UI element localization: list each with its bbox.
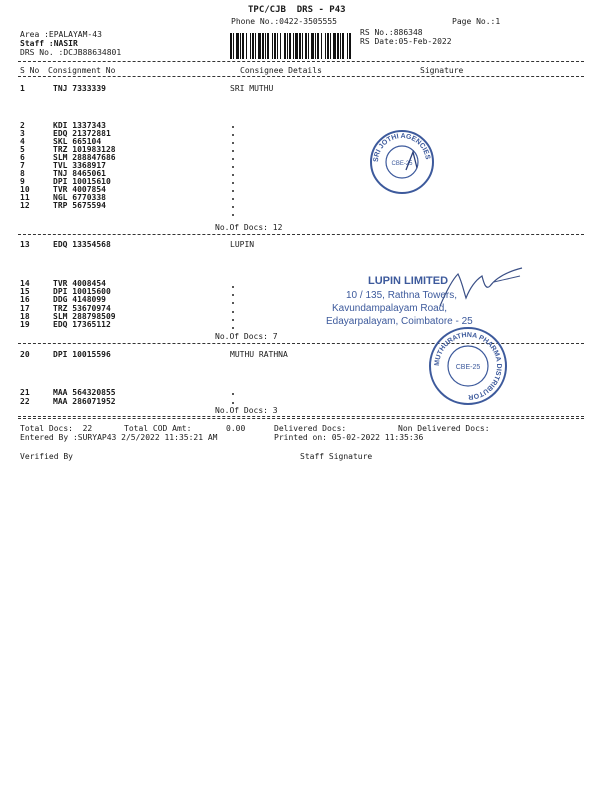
- row-sno: 6: [20, 153, 25, 162]
- row-consignment: MAA 564320855: [53, 388, 116, 397]
- row-sno: 16: [20, 295, 30, 304]
- phone-number: Phone No.:0422-3505555: [231, 17, 337, 26]
- row-sno: 10: [20, 185, 30, 194]
- placeholder-dot: [232, 393, 234, 395]
- row-sno: 13: [20, 240, 30, 249]
- row-consignment: TVR 4008454: [53, 279, 106, 288]
- row-sno: 12: [20, 201, 30, 210]
- row-consignment: MAA 286071952: [53, 397, 116, 406]
- placeholder-dot: [232, 150, 234, 152]
- row-sno: 8: [20, 169, 25, 178]
- row-sno: 15: [20, 287, 30, 296]
- seal-arc-text: MUTHURATHNA PHARMA DISTRIBUTOR: [433, 331, 503, 401]
- divider: [18, 61, 584, 62]
- placeholder-dot: [232, 311, 234, 313]
- row-consignment: TRZ 53670974: [53, 304, 111, 313]
- lupin-stamp-line: Kavundampalayam Road,: [332, 303, 448, 314]
- staff-signature: Staff Signature: [300, 452, 373, 461]
- placeholder-dot: [232, 198, 234, 200]
- row-consignment: TRP 5675594: [53, 201, 106, 210]
- row-consignment: DPI 10015610: [53, 177, 111, 186]
- placeholder-dot: [232, 182, 234, 184]
- row-sno: 21: [20, 388, 30, 397]
- docs-count: No.Of Docs: 3: [215, 406, 278, 415]
- row-sno: 19: [20, 320, 30, 329]
- page-number: Page No.:1: [452, 17, 501, 26]
- placeholder-dot: [232, 294, 234, 296]
- rs-date: RS Date:05-Feb-2022: [360, 37, 452, 46]
- row-consignment: KDI 1337343: [53, 121, 106, 130]
- row-consignment: EDQ 17365112: [53, 320, 111, 329]
- distributor-seal: [426, 326, 510, 406]
- printed-on: Printed on: 05-02-2022 11:35:36: [274, 433, 424, 442]
- staff-label: Staff :NASIR: [20, 39, 78, 48]
- placeholder-dot: [232, 302, 234, 304]
- row-consignment: TRZ 101983128: [53, 145, 116, 154]
- consignee-name: LUPIN: [230, 240, 255, 249]
- row-consignment: TNJ 8465061: [53, 169, 106, 178]
- row-consignment: TVL 3368917: [53, 161, 106, 170]
- column-s-no: S No: [20, 66, 40, 75]
- row-sno: 3: [20, 129, 25, 138]
- drs-number: DRS No. :DCJB88634801: [20, 48, 122, 57]
- row-consignment: DDG 4148099: [53, 295, 106, 304]
- total-cod-label: Total COD Amt:: [124, 424, 192, 433]
- row-consignment: DPI 10015596: [53, 350, 111, 359]
- lupin-stamp-line: Edayarpalayam, Coimbatore - 25: [326, 316, 473, 327]
- placeholder-dot: [232, 402, 234, 404]
- column-consignee: Consignee Details: [240, 66, 322, 75]
- placeholder-dot: [232, 286, 234, 288]
- docs-count: No.Of Docs: 7: [215, 332, 278, 341]
- row-consignment: DPI 10015600: [53, 287, 111, 296]
- docs-count: No.Of Docs: 12: [215, 223, 283, 232]
- row-sno: 1: [20, 84, 25, 93]
- entered-by: Entered By :SURYAP43 2/5/2022 11:35:21 AM: [20, 433, 218, 442]
- row-consignment: NGL 6770338: [53, 193, 106, 202]
- placeholder-dot: [232, 327, 234, 329]
- seal-code: CBE-25: [455, 364, 481, 371]
- handwritten-signature: [436, 262, 526, 312]
- delivered-docs: Delivered Docs:: [274, 424, 347, 433]
- divider: [18, 234, 584, 235]
- row-consignment: TVR 4007854: [53, 185, 106, 194]
- total-cod-value: 0.00: [226, 424, 246, 433]
- placeholder-dot: [232, 142, 234, 144]
- placeholder-dot: [232, 158, 234, 160]
- row-consignment: SKL 665104: [53, 137, 102, 146]
- row-sno: 22: [20, 397, 30, 406]
- rs-number: RS No.:886348: [360, 28, 423, 37]
- non-delivered-docs: Non Delivered Docs:: [398, 424, 490, 433]
- row-sno: 4: [20, 137, 25, 146]
- placeholder-dot: [232, 134, 234, 136]
- row-sno: 9: [20, 177, 25, 186]
- placeholder-dot: [232, 214, 234, 216]
- row-consignment: SLM 288798509: [53, 312, 116, 321]
- placeholder-dot: [232, 126, 234, 128]
- divider: [18, 76, 584, 77]
- row-sno: 18: [20, 312, 30, 321]
- divider: [18, 416, 584, 417]
- area-label: Area :EPALAYAM-43: [20, 30, 102, 39]
- placeholder-dot: [232, 190, 234, 192]
- row-sno: 7: [20, 161, 25, 170]
- row-consignment: SLM 288847686: [53, 153, 116, 162]
- row-sno: 20: [20, 350, 30, 359]
- placeholder-dot: [232, 206, 234, 208]
- verified-by: Verified By: [20, 452, 73, 461]
- placeholder-dot: [232, 319, 234, 321]
- row-consignment: EDQ 21372881: [53, 129, 111, 138]
- column-consignment: Consignment No: [48, 66, 116, 75]
- row-consignment: TNJ 7333339: [53, 84, 106, 93]
- row-sno: 5: [20, 145, 25, 154]
- row-sno: 14: [20, 279, 30, 288]
- document-title: TPC/CJB DRS - P43: [248, 5, 346, 15]
- lupin-stamp-title: LUPIN LIMITED: [368, 275, 449, 287]
- row-sno: 11: [20, 193, 30, 202]
- lupin-stamp-line: 10 / 135, Rathna Towers,: [346, 290, 457, 301]
- consignee-name: MUTHU RATHNA: [230, 350, 288, 359]
- divider: [18, 418, 584, 419]
- placeholder-dot: [232, 174, 234, 176]
- seal-arc-text: SRI JOTHI AGENCIES: [372, 132, 431, 163]
- agency-seal: [366, 128, 438, 196]
- row-consignment: EDQ 13354568: [53, 240, 111, 249]
- row-sno: 2: [20, 121, 25, 130]
- consignee-name: SRI MUTHU: [230, 84, 274, 93]
- seal-code: CBE-25: [391, 161, 413, 167]
- column-signature: Signature: [420, 66, 464, 75]
- placeholder-dot: [232, 166, 234, 168]
- row-sno: 17: [20, 304, 30, 313]
- barcode-image: [229, 33, 353, 59]
- total-docs: Total Docs: 22: [20, 424, 93, 433]
